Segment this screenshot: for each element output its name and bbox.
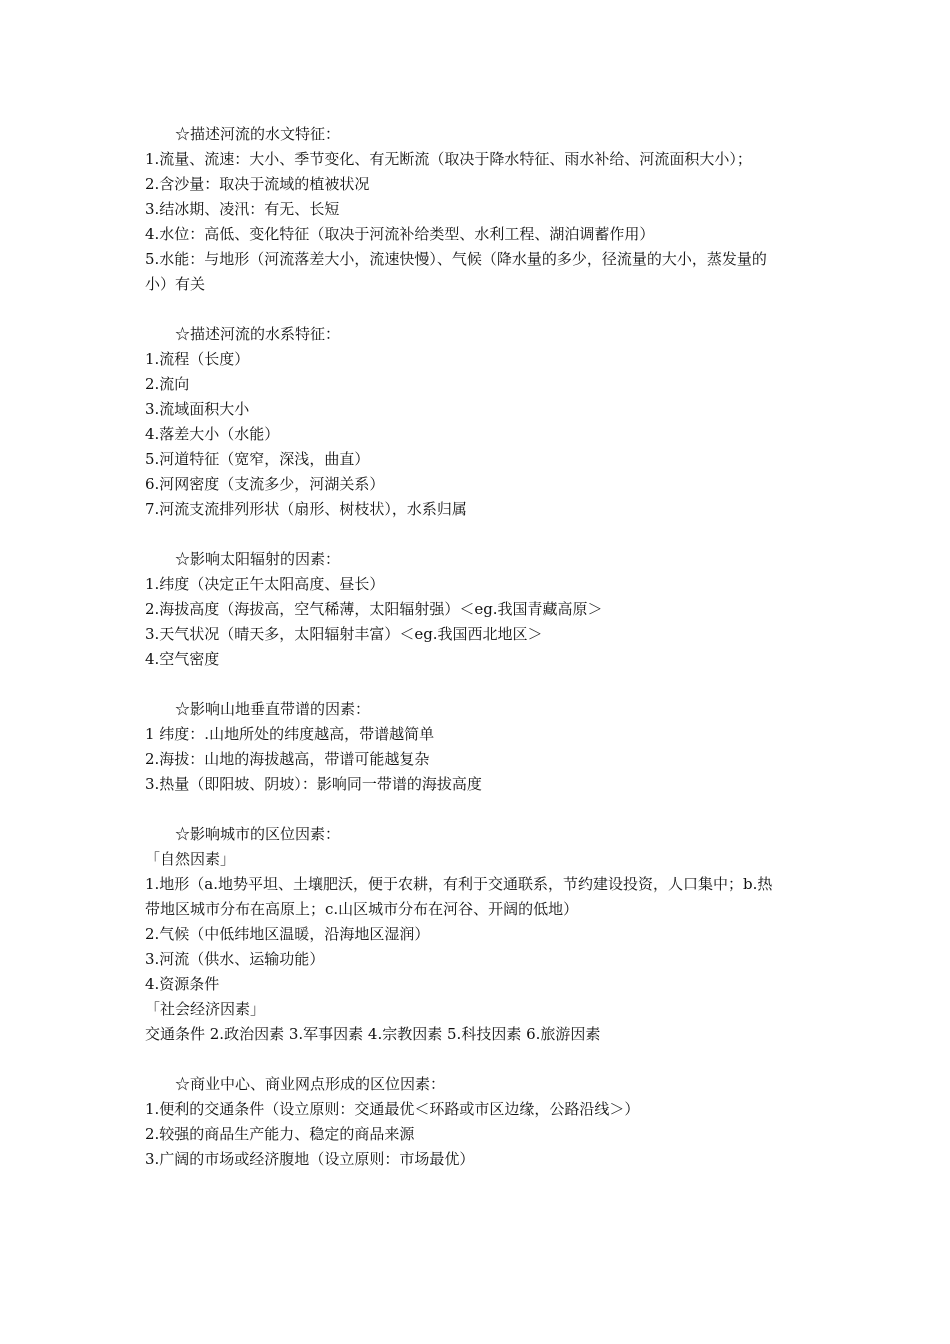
section-heading: ☆描述河流的水文特征：: [175, 125, 341, 143]
list-item-continuation: 小）有关: [145, 275, 206, 293]
section-commercial-center: [145, 1072, 815, 1172]
list-item: 3.河流（供水、运输功能）: [145, 950, 325, 968]
list-item: 2.含沙量：取决于流域的植被状况: [145, 175, 370, 193]
list-item: 5.河道特征（宽窄，深浅，曲直）: [145, 450, 370, 468]
list-item-continuation: 带地区城市分布在高原上；c.山区城市分布在河谷、开阔的低地）: [145, 900, 579, 918]
list-item: 3.天气状况（晴天多，太阳辐射丰富）＜eg.我国西北地区＞: [145, 625, 543, 643]
list-item: 1.便利的交通条件（设立原则：交通最优＜环路或市区边缘，公路沿线＞）: [145, 1100, 640, 1118]
list-item: 1.流量、流速：大小、季节变化、有无断流（取决于降水特征、雨水补给、河流面积大小）；: [145, 150, 752, 168]
list-item: 4.资源条件: [145, 975, 220, 993]
list-item: 4.落差大小（水能）: [145, 425, 280, 443]
list-item: 3.结冰期、凌汛：有无、长短: [145, 200, 340, 218]
list-item: 1.流程（长度）: [145, 350, 250, 368]
section-vertical-zonation: [145, 697, 815, 797]
section-heading: ☆描述河流的水系特征：: [175, 325, 341, 343]
list-item: 1.纬度（决定正午太阳高度、昼长）: [145, 575, 385, 593]
list-item: 7.河流支流排列形状（扇形、树枝状），水系归属: [145, 500, 467, 518]
list-item: 3.热量（即阳坡、阴坡）：影响同一带谱的海拔高度: [145, 775, 482, 793]
subheading: 「社会经济因素」: [145, 1000, 266, 1018]
list-item: 2.较强的商品生产能力、稳定的商品来源: [145, 1125, 415, 1143]
list-item: 2.气候（中低纬地区温暖，沿海地区湿润）: [145, 925, 430, 943]
list-item: 4.水位：高低、变化特征（取决于河流补给类型、水利工程、湖泊调蓄作用）: [145, 225, 655, 243]
section-heading: ☆商业中心、商业网点形成的区位因素：: [175, 1075, 446, 1093]
list-item: 4.空气密度: [145, 650, 220, 668]
list-item: 2.海拔高度（海拔高，空气稀薄，太阳辐射强）＜eg.我国青藏高原＞: [145, 600, 603, 618]
list-item: 5.水能：与地形（河流落差大小，流速快慢）、气候（降水量的多少，径流量的大小，蒸发量的: [145, 250, 767, 268]
list-item: 交通条件 2.政治因素 3.军事因素 4.宗教因素 5.科技因素 6.旅游因素: [145, 1025, 601, 1043]
section-heading: ☆影响山地垂直带谱的因素：: [175, 700, 371, 718]
section-heading: ☆影响太阳辐射的因素：: [175, 550, 341, 568]
section-river-system: [145, 322, 815, 522]
list-item: 6.河网密度（支流多少，河湖关系）: [145, 475, 385, 493]
list-item: 1.地形（a.地势平坦、土壤肥沃，便于农耕，有利于交通联系，节约建设投资，人口集中；b.热: [145, 875, 773, 893]
list-item: 3.广阔的市场或经济腹地（设立原则：市场最优）: [145, 1150, 475, 1168]
document-page: [145, 122, 815, 1172]
subheading: 「自然因素」: [145, 850, 236, 868]
section-hydrology: [145, 122, 815, 297]
section-city-location: [145, 822, 815, 1047]
list-item: 2.流向: [145, 375, 190, 393]
list-item: 1 纬度：.山地所处的纬度越高，带谱越简单: [145, 725, 435, 743]
section-heading: ☆影响城市的区位因素：: [175, 825, 341, 843]
section-solar-radiation: [145, 547, 815, 672]
list-item: 2.海拔：山地的海拔越高，带谱可能越复杂: [145, 750, 430, 768]
list-item: 3.流域面积大小: [145, 400, 250, 418]
